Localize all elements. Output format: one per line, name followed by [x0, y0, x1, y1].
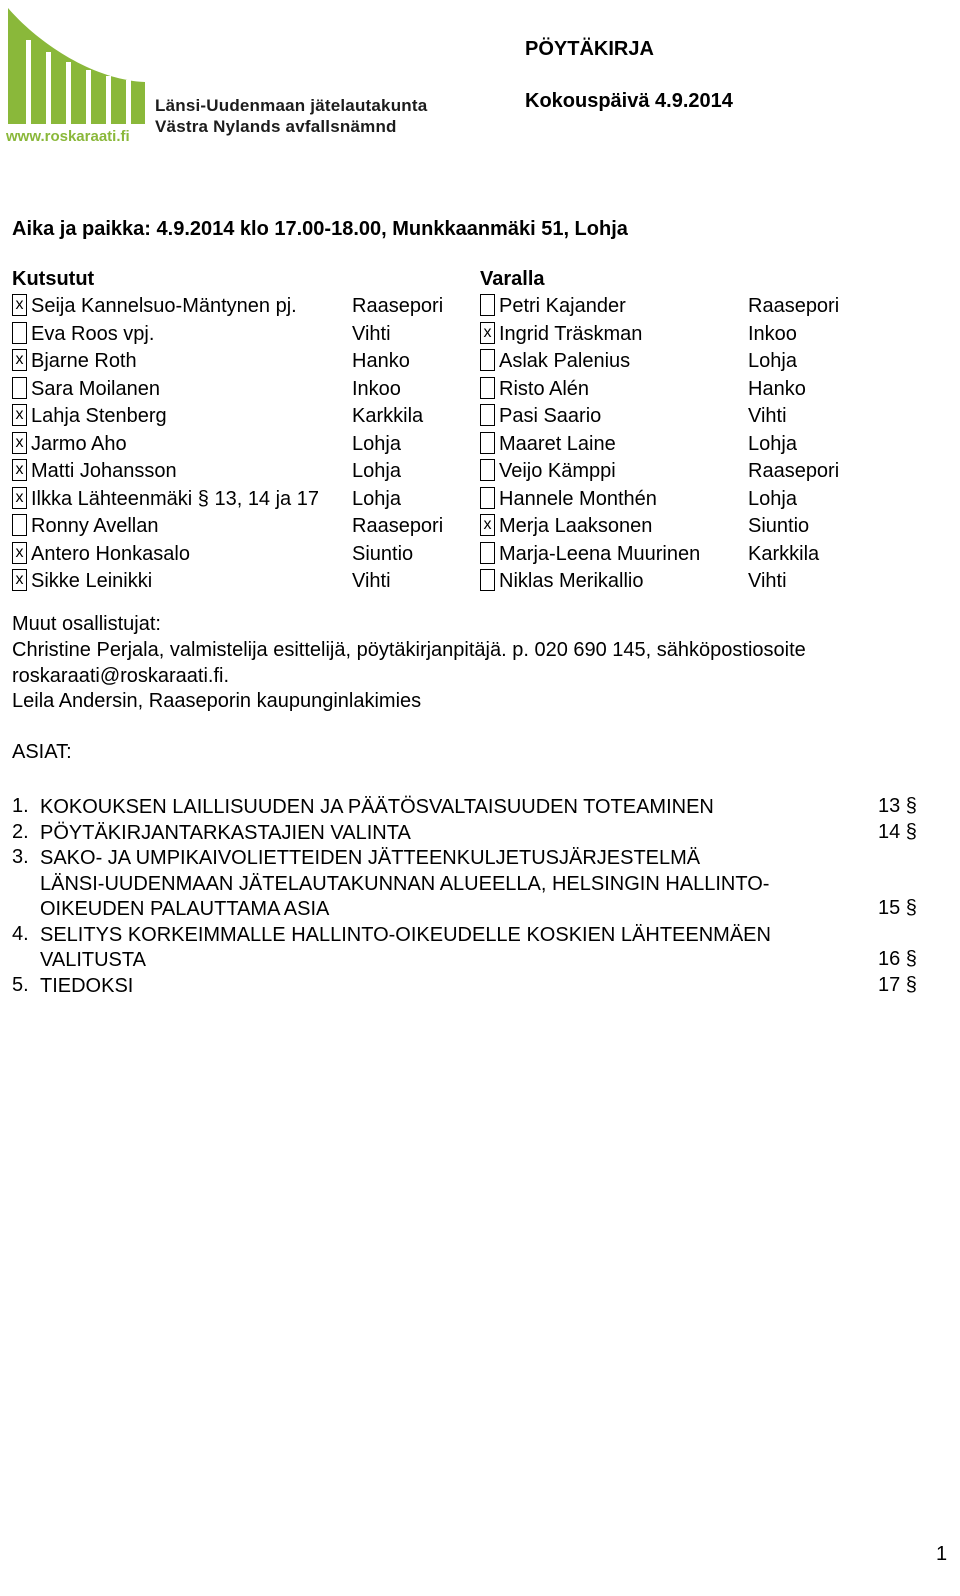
attendee-row [12, 322, 912, 350]
deputy-name: Pasi Saario [499, 405, 602, 427]
invited-name: Bjarne Roth [31, 350, 137, 372]
invited-town: Siuntio [352, 542, 414, 565]
attendance-checkbox: x [480, 322, 495, 344]
deputy-town: Raasepori [748, 460, 840, 482]
invited-town: Inkoo [352, 377, 401, 400]
deputy-town: Raasepori [748, 295, 840, 317]
invited-name: Sara Moilanen [31, 377, 160, 400]
attendance-checkbox: x [12, 404, 27, 426]
org-url: www.roskaraati.fi [6, 128, 130, 145]
agenda-item-line: PÖYTÄKIRJANTARKASTAJIEN VALINTA [40, 821, 411, 844]
others-line-3: Leila Andersin, Raaseporin kaupunginlakimies [12, 690, 422, 712]
agenda-item-line: SAKO- JA UMPIKAIVOLIETTEIDEN JÄTTEENKULJETUSJÄRJESTELMÄ [40, 847, 701, 869]
attendee-row [12, 294, 912, 322]
attendee-row [12, 432, 912, 460]
invited-town: Lohja [352, 460, 401, 482]
deputy-name: Aslak Palenius [499, 350, 631, 372]
agenda-item [12, 820, 917, 847]
deputy-town: Lohja [748, 350, 797, 372]
attendance-checkbox [12, 377, 27, 399]
invited-town: Vihti [352, 570, 391, 592]
attendee-row [12, 514, 912, 542]
attendance-checkbox [480, 432, 495, 454]
attendee-row [12, 487, 912, 515]
attendance-checkbox: x [12, 542, 27, 564]
deputy-town: Vihti [748, 405, 787, 427]
others-heading: Muut osallistujat: [12, 613, 161, 635]
invited-name: Ronny Avellan [31, 515, 159, 537]
invited-name: Antero Honkasalo [31, 542, 190, 565]
agenda-item-number: 5. [12, 973, 29, 996]
section-sign-icon: § [192, 487, 215, 510]
deputy-name: Marja-Leena Muurinen [499, 542, 701, 565]
attendance-checkbox [480, 349, 495, 371]
attendance-checkbox [480, 569, 495, 591]
attendee-table [12, 294, 912, 597]
agenda-item-line: OIKEUDEN PALAUTTAMA ASIA [40, 898, 330, 920]
attendance-checkbox [480, 459, 495, 481]
deputy-name: Risto Alén [499, 377, 590, 400]
deputy-town: Hanko [748, 377, 806, 400]
invited-name: Seija Kannelsuo-Mäntynen pj. [31, 295, 297, 317]
invited-town: Raasepori [352, 515, 444, 537]
org-logo [0, 0, 440, 160]
agenda-item [12, 846, 917, 923]
attendee-row [12, 404, 912, 432]
attendee-row [12, 569, 912, 597]
agenda-item-section: 15 § [878, 897, 917, 919]
attendance-checkbox [480, 542, 495, 564]
deputy-town: Karkkila [748, 542, 820, 565]
agenda-heading: ASIAT: [12, 741, 72, 763]
agenda-item-line: LÄNSI-UUDENMAAN JÄTELAUTAKUNNAN ALUEELLA, HELSINGIN HALLINTO- [40, 872, 770, 895]
attendance-checkbox: x [480, 514, 495, 536]
sections-note: 13, 14 ja 17 [214, 487, 319, 510]
invited-name: Jarmo Aho [31, 432, 127, 455]
invited-name: Sikke Leinikki [31, 570, 153, 592]
invited-town: Raasepori [352, 295, 444, 317]
deputy-town: Lohja [748, 487, 797, 510]
agenda-item-section: 13 § [878, 795, 917, 817]
agenda-list [12, 795, 917, 999]
org-name-fi: Länsi-Uudenmaan jätelautakunta [155, 96, 428, 115]
agenda-item [12, 973, 917, 1000]
deputy-name: Maaret Laine [499, 432, 616, 455]
attendance-checkbox [480, 404, 495, 426]
invited-town: Lohja [352, 432, 401, 455]
attendance-checkbox [12, 322, 27, 344]
attendance-checkbox: x [12, 487, 27, 509]
attendance-checkbox [480, 294, 495, 316]
agenda-item [12, 795, 917, 821]
attendance-checkbox [480, 487, 495, 509]
attendance-checkbox [480, 377, 495, 399]
deputy-name: Niklas Merikallio [499, 570, 644, 592]
attendee-row [12, 377, 912, 405]
deputy-name: Veijo Kämppi [499, 460, 616, 482]
agenda-item-number: 4. [12, 922, 29, 945]
invited-town: Karkkila [352, 405, 424, 427]
agenda-item-line: TIEDOKSI [40, 974, 134, 997]
others-line-1: Christine Perjala, valmistelija esittelijä, pöytäkirjanpitäjä. p. 020 690 145, sähköpostiosoite [12, 639, 806, 661]
deputy-town: Siuntio [748, 515, 810, 537]
deputy-town: Lohja [748, 432, 797, 455]
agenda-item-section: 17 § [878, 973, 917, 996]
agenda-item-line: VALITUSTA [40, 949, 146, 971]
invited-name: Ilkka Lähteenmäki § 13, 14 ja 17 [31, 487, 319, 510]
invited-town: Lohja [352, 487, 401, 510]
agenda-item-number: 3. [12, 846, 29, 868]
deputy-name: Ingrid Träskman [499, 322, 643, 345]
agenda-item-number: 2. [12, 820, 29, 843]
attendance-checkbox: x [12, 459, 27, 481]
attendee-row [12, 542, 912, 570]
deputy-name: Merja Laaksonen [499, 515, 653, 537]
attendance-checkbox: x [12, 569, 27, 591]
invited-town: Vihti [352, 322, 391, 345]
deputy-town: Vihti [748, 570, 787, 592]
logo-graphic [0, 0, 150, 130]
org-name-sv: Västra Nylands avfallsnämnd [155, 117, 397, 136]
agenda-item-section: 14 § [878, 820, 917, 843]
invited-name: Matti Johansson [31, 460, 177, 482]
attendance-checkbox [12, 514, 27, 536]
agenda-item-line: SELITYS KORKEIMMALLE HALLINTO-OIKEUDELLE KOSKIEN LÄHTEENMÄEN [40, 923, 771, 946]
invited-town: Hanko [352, 350, 410, 372]
attendance-checkbox: x [12, 432, 27, 454]
document-title: PÖYTÄKIRJA [525, 38, 654, 60]
deputies-heading: Varalla [480, 268, 545, 290]
others-line-2: roskaraati@roskaraati.fi. [12, 665, 230, 687]
attendee-row [12, 459, 912, 487]
agenda-item [12, 922, 917, 974]
deputy-town: Inkoo [748, 322, 797, 345]
agenda-item-section: 16 § [878, 948, 917, 970]
page-number: 1 [936, 1543, 948, 1565]
meeting-time-place: Aika ja paikka: 4.9.2014 klo 17.00-18.00, Munkkaanmäki 51, Lohja [12, 218, 628, 240]
agenda-item-number: 1. [12, 795, 29, 817]
deputy-name: Hannele Monthén [499, 487, 657, 510]
attendee-row [12, 349, 912, 377]
invited-name: Eva Roos vpj. [31, 322, 155, 345]
meeting-date: Kokouspäivä 4.9.2014 [525, 90, 733, 112]
invited-heading: Kutsutut [12, 268, 95, 290]
attendance-checkbox: x [12, 294, 27, 316]
deputy-name: Petri Kajander [499, 295, 626, 317]
invited-name: Lahja Stenberg [31, 405, 167, 427]
agenda-item-line: KOKOUKSEN LAILLISUUDEN JA PÄÄTÖSVALTAISUUDEN TOTEAMINEN [40, 796, 714, 818]
attendance-checkbox: x [12, 349, 27, 371]
